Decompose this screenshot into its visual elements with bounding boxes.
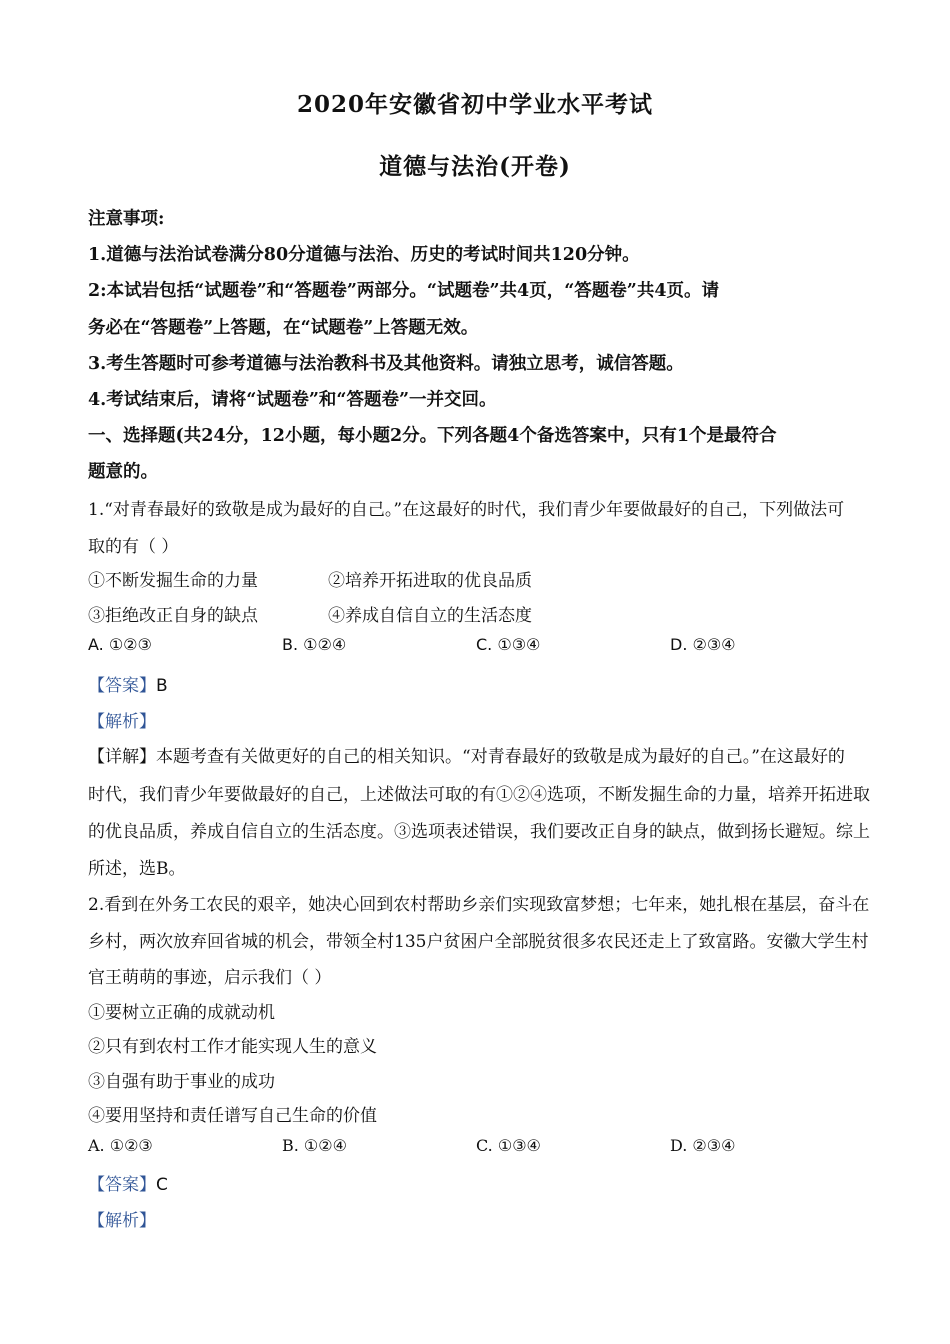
notice-item-2: 2:本试岩包括“试题卷”和“答题卷”两部分。“试题卷”共4页，“答题卷”共4页。请 — [88, 281, 720, 301]
section-heading-cont: 题意的。 — [88, 462, 158, 482]
q1-analysis-label: 【解析】 — [88, 712, 156, 732]
q2-analysis-label: 【解析】 — [88, 1211, 156, 1231]
q1-choice-1: ①不断发掘生命的力量 — [88, 571, 258, 591]
notice-item-3: 3.考生答题时可参考道德与法治教科书及其他资料。请独立思考，诚信答题。 — [88, 354, 684, 374]
q1-choice-2: ②培养开拓进取的优良品质 — [328, 571, 532, 591]
q2-answer-value: C — [156, 1175, 168, 1195]
q1-detail-line4: 所述，选B。 — [88, 859, 186, 879]
section-heading: 一、选择题(共24分，12小题，每小题2分。下列各题4个备选答案中，只有1个是最符合 — [88, 426, 777, 446]
q1-answer-value: B — [156, 676, 168, 696]
q2-choice-3: ③自强有助于事业的成功 — [88, 1072, 275, 1092]
q2-answer — [88, 1170, 168, 1195]
q2-option-b: B. ①②④ — [282, 1136, 347, 1155]
q1-choice-3: ③拒绝改正自身的缺点 — [88, 606, 258, 626]
q1-choice-4: ④养成自信自立的生活态度 — [328, 606, 532, 626]
q1-detail-line1 — [88, 742, 845, 767]
q2-stem-line2: 乡村，两次放弃回省城的机会，带领全村135户贫困户全部脱贫很多农民还走上了致富路。安徽大学生村 — [88, 932, 869, 952]
q1-detail-line2: 时代，我们青少年要做最好的自己，上述做法可取的有①②④选项，不断发掘生命的力量，培养开拓进取 — [88, 785, 870, 805]
q2-stem-line1: 2.看到在外务工农民的艰辛，她决心回到农村帮助乡亲们实现致富梦想；七年来，她扎根在基层，奋斗在 — [88, 895, 870, 915]
q1-detail-text1: 本题考查有关做更好的自己的相关知识。“对青春最好的致敬是成为最好的自己。”在这最好的 — [156, 747, 845, 767]
q1-option-a: A. ①②③ — [88, 635, 152, 654]
q2-choice-1: ①要树立正确的成就动机 — [88, 1003, 275, 1023]
q2-option-a: A. ①②③ — [88, 1136, 153, 1155]
notice-item-1: 1.道德与法治试卷满分80分道德与法治、历史的考试时间共120分钟。 — [88, 245, 640, 265]
q1-option-b: B. ①②④ — [282, 635, 347, 654]
q2-answer-label: 【答案】 — [88, 1175, 156, 1195]
q1-option-c: C. ①③④ — [476, 635, 541, 654]
q2-choice-4: ④要用坚持和责任谱写自己生命的价值 — [88, 1106, 377, 1126]
q2-stem-line3: 官王萌萌的事迹，启示我们（ ） — [88, 968, 332, 988]
q1-option-d: D. ②③④ — [670, 635, 736, 654]
notice-heading: 注意事项: — [88, 209, 165, 229]
q1-answer — [88, 671, 168, 696]
notice-item-4: 4.考试结束后，请将“试题卷”和“答题卷”一并交回。 — [88, 390, 497, 410]
q1-answer-label: 【答案】 — [88, 676, 156, 696]
q2-option-d: D. ②③④ — [670, 1136, 736, 1155]
q2-choice-2: ②只有到农村工作才能实现人生的意义 — [88, 1037, 377, 1057]
q1-detail-label: 【详解】 — [88, 747, 156, 767]
notice-item-2-cont: 务必在“答题卷”上答题，在“试题卷”上答题无效。 — [88, 318, 479, 338]
q1-detail-line3: 的优良品质，养成自信自立的生活态度。③选项表述错误，我们要改正自身的缺点，做到扬长避短。综上 — [88, 822, 870, 842]
q1-stem-line2: 取的有（ ） — [88, 537, 179, 557]
page-title: 2020年安徽省初中学业水平考试 — [296, 91, 653, 118]
page-subtitle: 道德与法治(开卷) — [379, 153, 571, 180]
q1-stem-line1: 1.“对青春最好的致敬是成为最好的自己。”在这最好的时代，我们青少年要做最好的自己，下列做法可 — [88, 500, 845, 520]
q2-option-c: C. ①③④ — [476, 1136, 541, 1155]
